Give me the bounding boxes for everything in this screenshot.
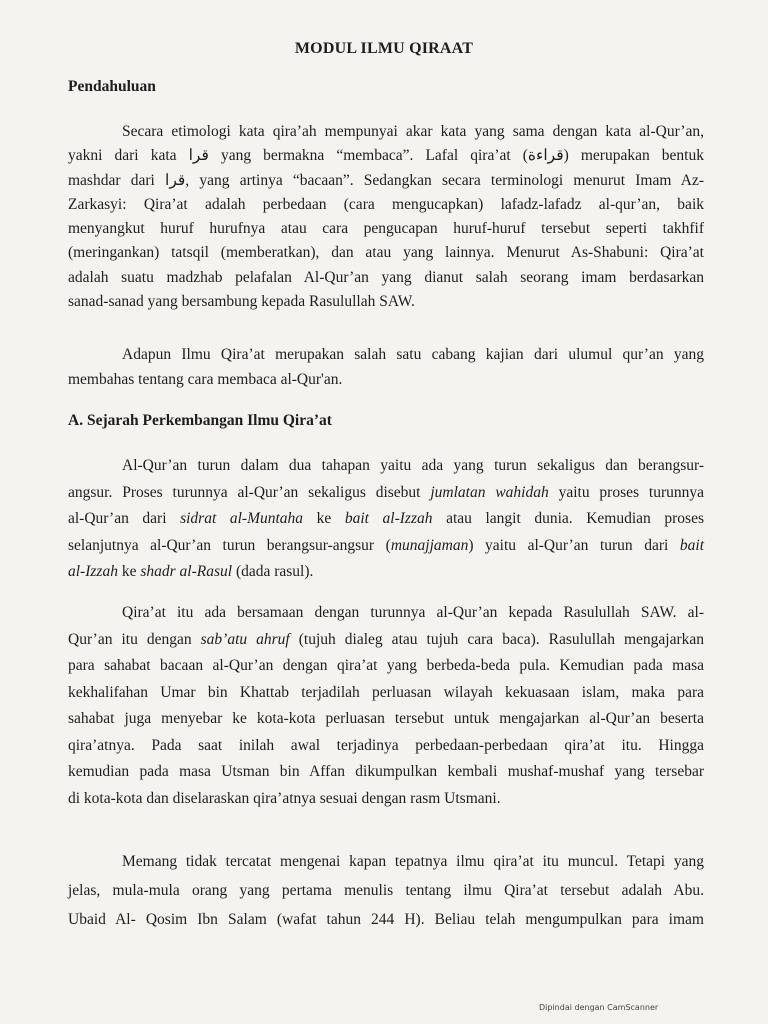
text-line: Al-Qur’an turun dalam dua tahapan yaitu ada yang turun sekaligus dan berangsur- bbox=[122, 457, 704, 474]
paragraph bbox=[68, 847, 704, 934]
text-line: menyangkut huruf hurufnya atau cara pengucapan huruf-huruf tersebut seperti takhfif bbox=[68, 220, 704, 238]
text-line: qira’atnya. Pada saat inilah awal terjadinya perbedaan-perbedaan qira’at itu. Hingga bbox=[68, 736, 704, 754]
text-line: al-Qur’an dari sidrat al-Muntaha ke bait al-Izzah atau langit dunia. Kemudian proses bbox=[68, 510, 704, 527]
text-line: mashdar dari قرا, yang artinya “bacaan”. Sedangkan secara terminologi menurut Imam Az- bbox=[68, 171, 704, 189]
text-line: di kota-kota dan diselaraskan qira’atnya sesuai dengan rasm Utsmani. bbox=[68, 789, 501, 807]
text-line: sanad-sanad yang bersambung kepada Rasulullah SAW. bbox=[68, 293, 415, 311]
text-line: yakni dari kata قرا yang bermakna “membaca”. Lafal qira’at (قراءة) merupakan bentuk bbox=[68, 147, 704, 165]
paragraph bbox=[68, 453, 704, 586]
text-line: (meringankan) tatsqil (memberatkan), dan atau yang lainnya. Menurut As-Shabuni: Qira’at bbox=[68, 244, 704, 262]
text-line: Qur’an itu dengan sab’atu ahruf (tujuh dialeg atau tujuh cara baca). Rasulullah mengajarkan bbox=[68, 630, 704, 648]
text-line: adalah suatu madzhab pelafalan Al-Qur’an yang dianut salah seorang imam berdasarkan bbox=[68, 268, 704, 286]
scanner-watermark: Dipindai dengan CamScanner bbox=[539, 1003, 659, 1012]
text-line: selanjutnya al-Qur’an turun berangsur-angsur (munajjaman) yaitu al-Qur’an turun dari bait bbox=[68, 536, 705, 554]
text-line: al-Izzah ke shadr al-Rasul (dada rasul). bbox=[68, 563, 314, 580]
text-line: para sahabat bacaan al-Qur’an dengan qira’at yang berbeda-beda pula. Kemudian pada masa bbox=[68, 657, 704, 674]
text-line: Adapun Ilmu Qira’at merupakan salah satu cabang kajian dari ulumul qur’an yang bbox=[122, 346, 704, 363]
page-title: MODUL ILMU QIRAAT bbox=[294, 40, 474, 57]
text-line: angsur. Proses turunnya al-Qur’an sekaligus disebut jumlatan wahidah yaitu proses turunnya bbox=[68, 483, 704, 501]
text-line: Secara etimologi kata qira’ah mempunyai akar kata yang sama dengan kata al-Qur’an, bbox=[122, 123, 704, 140]
section-heading-sejarah: A. Sejarah Perkembangan Ilmu Qira’at bbox=[68, 412, 332, 429]
text-line: Qira’at itu ada bersamaan dengan turunnya al-Qur’an kepada Rasulullah SAW. al- bbox=[122, 604, 704, 621]
text-line: sahabat juga menyebar ke kota-kota perluasan tersebut untuk mengajarkan al-Qur’an beserta bbox=[68, 710, 704, 727]
text-line: kemudian pada masa Utsman bin Affan dikumpulkan kembali mushaf-mushaf yang tersebar bbox=[68, 763, 704, 780]
paragraph bbox=[68, 120, 704, 314]
paragraph bbox=[68, 342, 704, 392]
section-heading-pendahuluan: Pendahuluan bbox=[68, 78, 156, 95]
text-line: kekhalifahan Umar bin Khattab terjadilah perluasan wilayah kekuasaan islam, maka para bbox=[68, 683, 704, 701]
text-line: Ubaid Al- Qosim Ibn Salam (wafat tahun 244 H). Beliau telah mengumpulkan para imam bbox=[68, 911, 704, 928]
text-line: membahas tentang cara membaca al-Qur'an. bbox=[68, 371, 343, 388]
text-line: Memang tidak tercatat mengenai kapan tepatnya ilmu qira’at itu muncul. Tetapi yang bbox=[122, 853, 704, 870]
paragraph bbox=[68, 600, 704, 812]
text-line: Zarkasyi: Qira’at adalah perbedaan (cara mengucapkan) lafadz-lafadz al-qur’an, baik bbox=[68, 195, 704, 213]
text-line: jelas, mula-mula orang yang pertama menulis tentang ilmu Qira’at tersebut adalah Abu. bbox=[68, 882, 704, 899]
